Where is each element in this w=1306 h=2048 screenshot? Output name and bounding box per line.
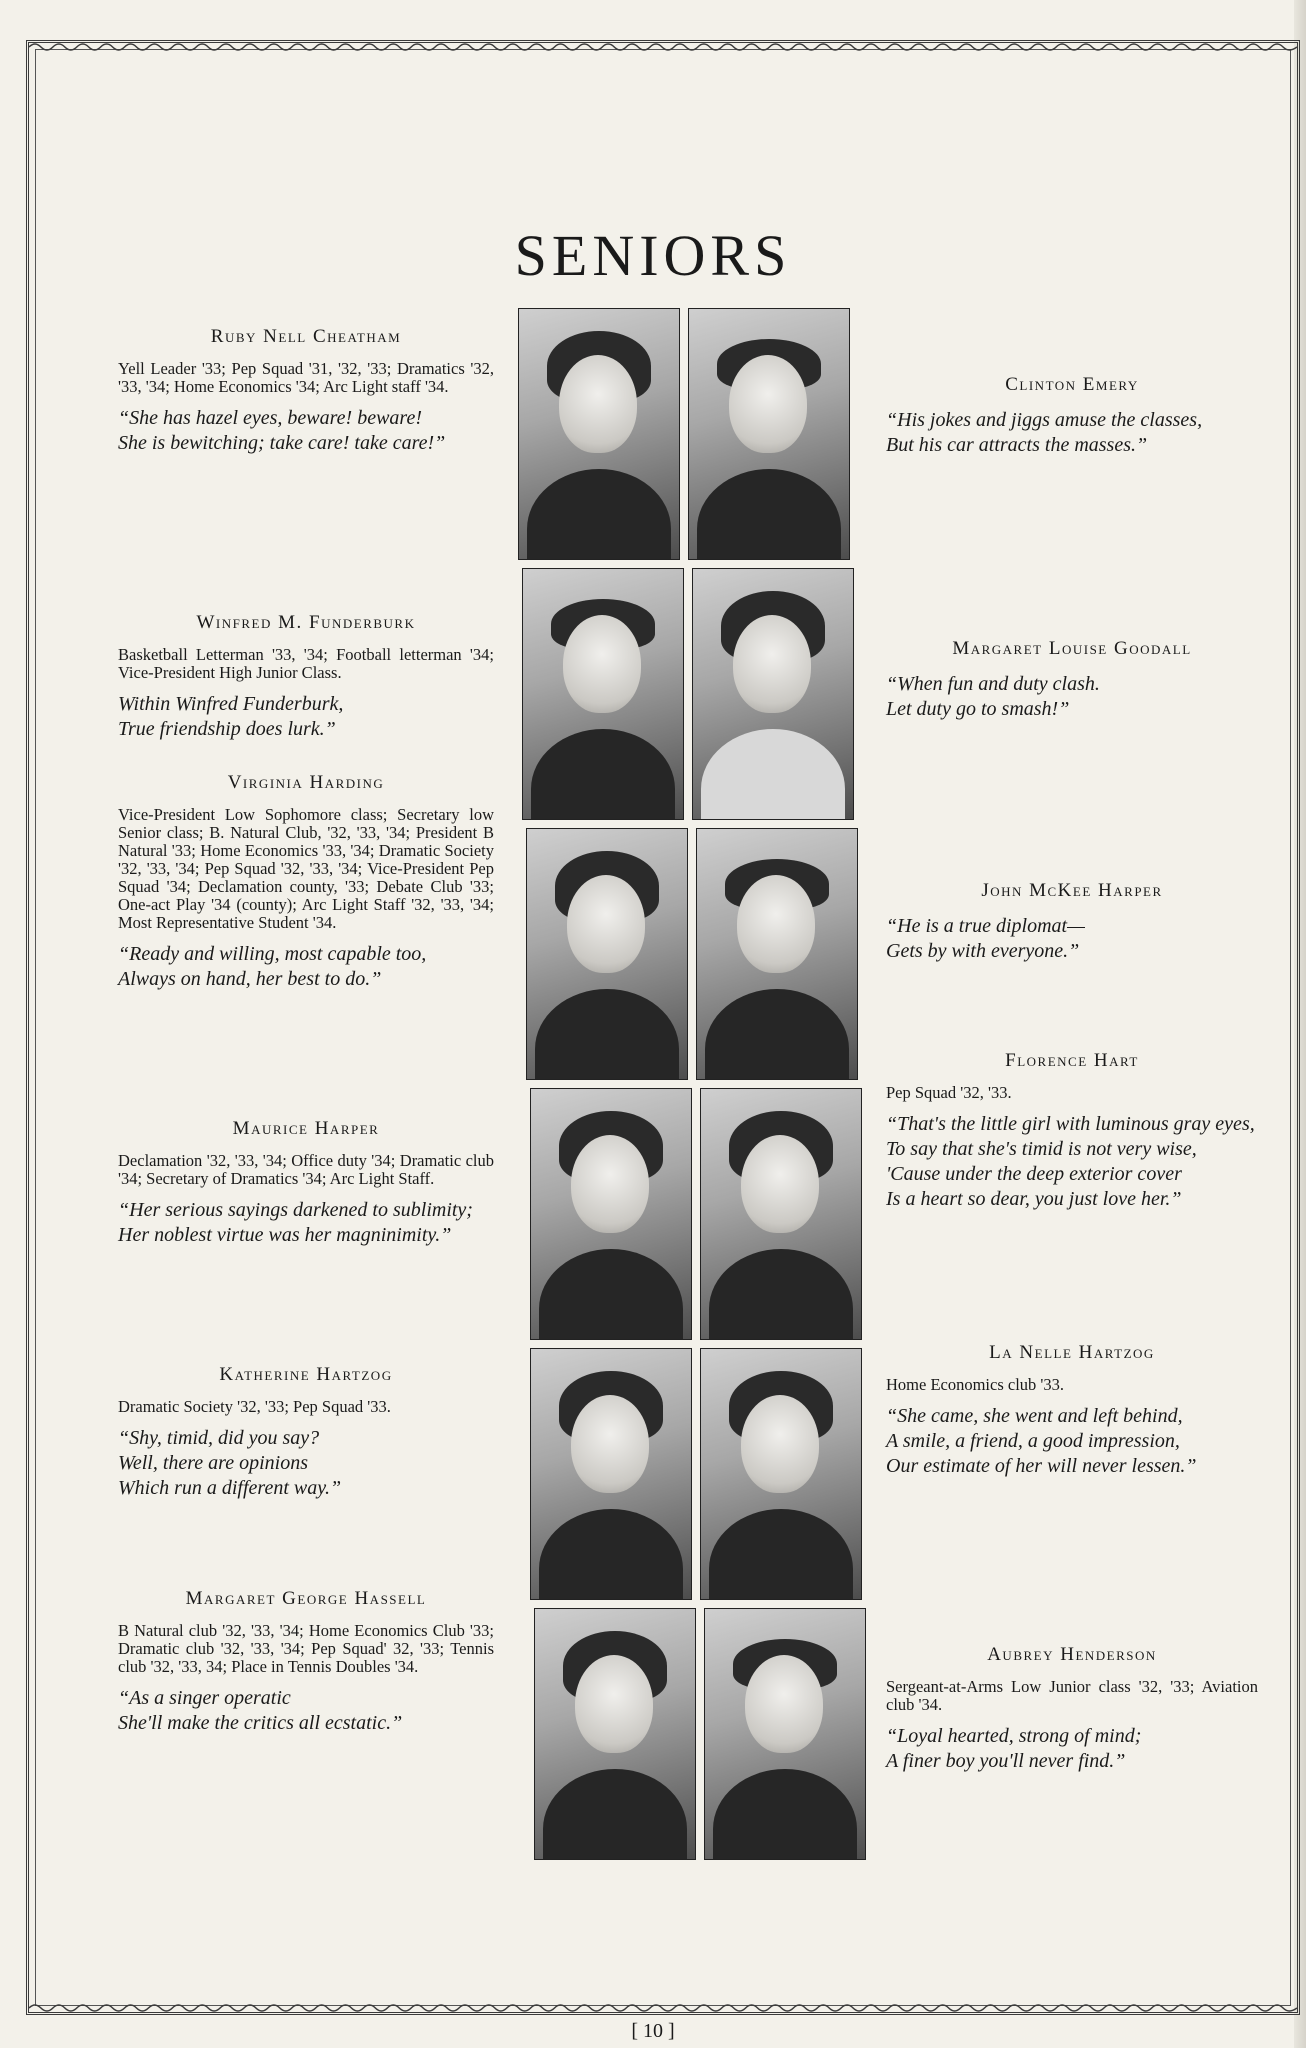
page-number: [ 10 ]	[631, 2020, 675, 2042]
quote-line: “Her serious sayings darkened to sublimity;	[118, 1199, 473, 1221]
senior-portrait	[526, 828, 688, 1080]
border-bottom-ornament	[29, 2002, 1297, 2014]
quote-line: “His jokes and jiggs amuse the classes,	[886, 409, 1203, 431]
senior-activities: B Natural club '32, '33, '34; Home Economics Club '33; Dramatic club '32, '33, '34; Pep Squad' 32, '33; Tennis club '32, '33, 34; Place in Tennis Doubles '34.	[118, 1621, 494, 1676]
senior-entry	[886, 1342, 1258, 1479]
senior-activities: Dramatic Society '32, '33; Pep Squad '33.	[118, 1397, 391, 1416]
quote-line: Which run a different way.”	[118, 1477, 342, 1499]
senior-portrait	[704, 1608, 866, 1860]
senior-entry	[118, 612, 494, 742]
senior-quote	[118, 1686, 494, 1736]
senior-quote	[118, 406, 494, 456]
quote-line: Let duty go to smash!”	[886, 698, 1070, 720]
quote-line: Is a heart so dear, you just love her.”	[886, 1188, 1182, 1210]
senior-name: John McKee Harper	[981, 880, 1163, 901]
senior-portrait	[700, 1088, 862, 1340]
senior-quote	[886, 1404, 1258, 1479]
quote-line: Within Winfred Funderburk,	[118, 693, 344, 715]
senior-name: Katherine Hartzog	[219, 1364, 393, 1385]
senior-activities: Home Economics club '33.	[886, 1375, 1065, 1394]
quote-line: Gets by with everyone.”	[886, 940, 1080, 962]
senior-quote	[118, 1426, 494, 1501]
quote-line: A smile, a friend, a good impression,	[886, 1430, 1180, 1452]
quote-line: “He is a true diplomat—	[886, 915, 1085, 937]
senior-quote	[886, 914, 1258, 964]
senior-quote	[118, 1198, 494, 1248]
quote-line: Our estimate of her will never lessen.”	[886, 1455, 1197, 1477]
quote-line: Well, there are opinions	[118, 1452, 308, 1474]
senior-portrait	[688, 308, 850, 560]
quote-line: “When fun and duty clash.	[886, 673, 1100, 695]
senior-portrait	[530, 1348, 692, 1600]
senior-name: Florence Hart	[1005, 1050, 1139, 1071]
senior-quote	[886, 1724, 1258, 1774]
senior-portrait	[692, 568, 854, 820]
senior-name: Aubrey Henderson	[987, 1644, 1157, 1665]
quote-line: “She has hazel eyes, beware! beware!	[118, 407, 423, 429]
quote-line: “As a singer operatic	[118, 1687, 291, 1709]
senior-entry	[886, 1644, 1258, 1774]
senior-name: Winfred M. Funderburk	[196, 612, 416, 633]
senior-portrait	[522, 568, 684, 820]
senior-name: La Nelle Hartzog	[989, 1342, 1155, 1363]
senior-name: Ruby Nell Cheatham	[210, 326, 402, 347]
quote-line: She is bewitching; take care! take care!”	[118, 432, 446, 454]
quote-line: True friendship does lurk.”	[118, 718, 336, 740]
senior-name: Clinton Emery	[1005, 374, 1139, 395]
quote-line: She'll make the critics all ecstatic.”	[118, 1712, 403, 1734]
senior-entry	[118, 1118, 494, 1248]
senior-quote	[886, 672, 1258, 722]
quote-line: “She came, she went and left behind,	[886, 1405, 1183, 1427]
senior-activities: Sergeant-at-Arms Low Junior class '32, '33; Aviation club '34.	[886, 1677, 1258, 1714]
quote-line: Her noblest virtue was her magninimity.”	[118, 1224, 452, 1246]
senior-quote	[118, 692, 494, 742]
senior-name: Virginia Harding	[227, 772, 385, 793]
quote-line: “Shy, timid, did you say?	[118, 1427, 320, 1449]
senior-activities: Vice-President Low Sophomore class; Secretary low Senior class; B. Natural Club, '32, '33, '34; President B Natural '33; Home Economics '33, '34; Dramatic Society '32, '33, '34; Pep Squad '32, '33, '34; Vice-President Pep Squad '34; Declamation county, '33; Debate Club '33; One-act Play '34 (county); Arc Light Staff '32, '33, '34; Most Representative Student '34.	[118, 805, 494, 932]
senior-portrait	[696, 828, 858, 1080]
senior-entry	[118, 326, 494, 456]
senior-name: Margaret Louise Goodall	[952, 638, 1192, 659]
senior-activities: Pep Squad '32, '33.	[886, 1083, 1012, 1102]
senior-entry	[118, 1588, 494, 1736]
quote-line: Always on hand, her best to do.”	[118, 968, 382, 990]
senior-entry	[118, 1364, 494, 1501]
senior-entry	[886, 880, 1258, 964]
senior-activities: Basketball Letterman '33, '34; Football letterman '34; Vice-President High Junior Class.	[118, 645, 494, 682]
senior-quote	[886, 408, 1258, 458]
senior-name: Maurice Harper	[232, 1118, 380, 1139]
quote-line: But his car attracts the masses.”	[886, 434, 1148, 456]
senior-portrait	[700, 1348, 862, 1600]
senior-entry	[886, 638, 1258, 722]
border-top-ornament	[29, 41, 1297, 53]
senior-entry	[886, 374, 1258, 458]
quote-line: To say that she's timid is not very wise,	[886, 1138, 1197, 1160]
senior-quote	[118, 942, 494, 992]
senior-portrait	[530, 1088, 692, 1340]
senior-portrait	[534, 1608, 696, 1860]
senior-quote	[886, 1112, 1258, 1212]
page-title: SENIORS	[514, 223, 792, 288]
quote-line: “That's the little girl with luminous gray eyes,	[886, 1113, 1255, 1135]
quote-line: 'Cause under the deep exterior cover	[886, 1163, 1182, 1185]
senior-portrait	[518, 308, 680, 560]
quote-line: “Ready and willing, most capable too,	[118, 943, 427, 965]
senior-entry	[886, 1050, 1258, 1212]
senior-activities: Declamation '32, '33, '34; Office duty '34; Dramatic club '34; Secretary of Dramatics '34; Arc Light Staff.	[118, 1151, 494, 1188]
quote-line: “Loyal hearted, strong of mind;	[886, 1725, 1142, 1747]
senior-entry	[118, 772, 494, 992]
senior-name: Margaret George Hassell	[185, 1588, 427, 1609]
senior-activities: Yell Leader '33; Pep Squad '31, '32, '33; Dramatics '32, '33, '34; Home Economics '34; Arc Light staff '34.	[118, 359, 494, 396]
quote-line: A finer boy you'll never find.”	[886, 1750, 1126, 1772]
